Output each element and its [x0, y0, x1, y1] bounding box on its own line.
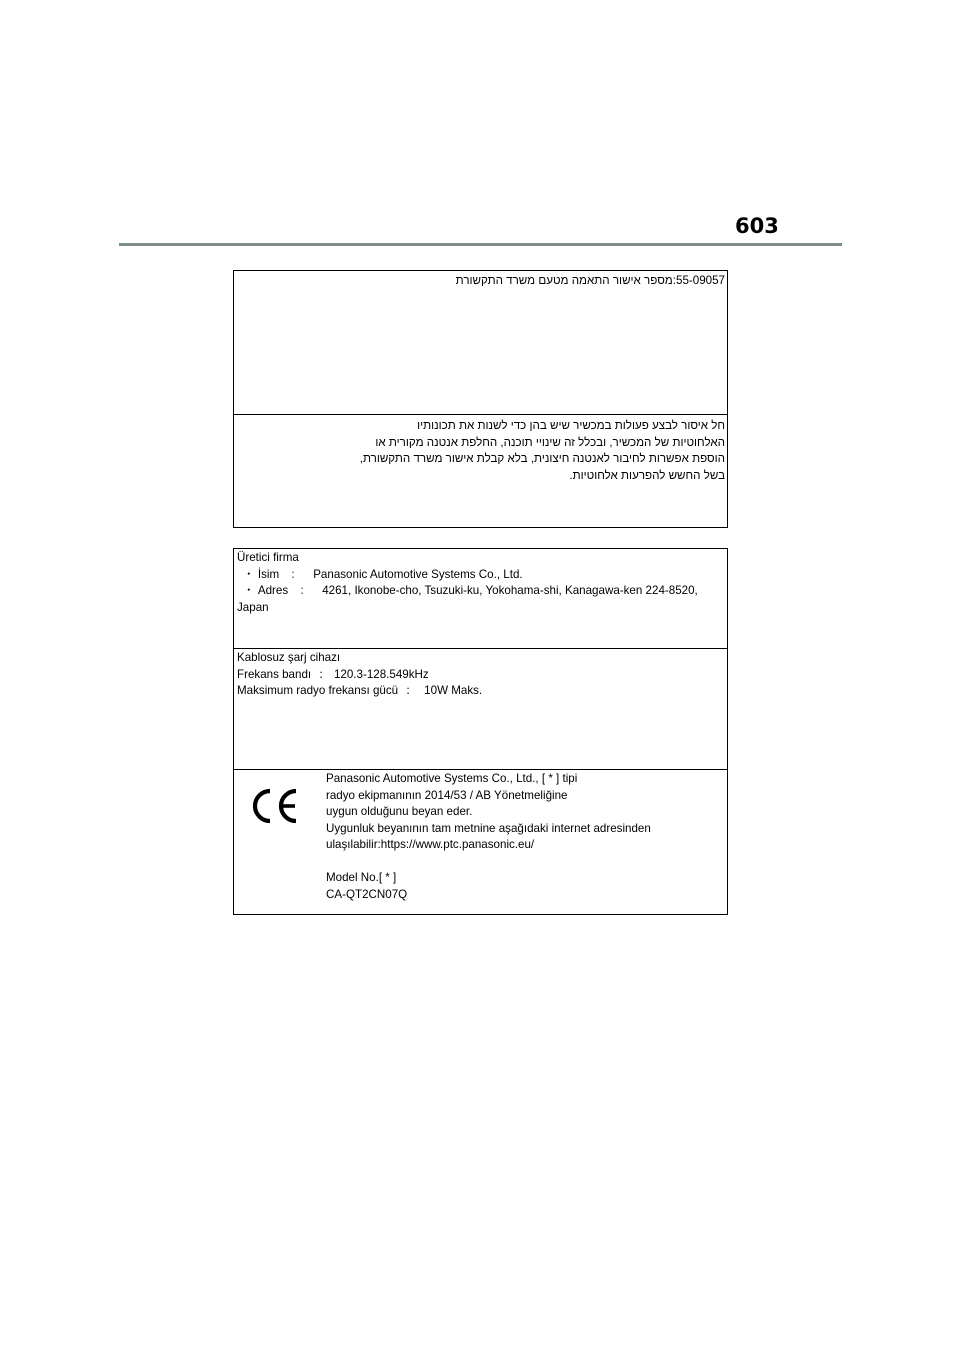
declaration-line: uygun olduğunu beyan eder.: [326, 805, 473, 818]
band-value: 120.3-128.549kHz: [333, 667, 429, 681]
model-value: CA-QT2CN07Q: [326, 887, 408, 901]
page-number: 603: [735, 214, 779, 238]
name-value: Panasonic Automotive Systems Co., Ltd.: [313, 567, 523, 581]
power-value: 10W Maks.: [424, 684, 483, 697]
power-separator: ：: [405, 684, 417, 697]
name-label: İsim: [257, 567, 280, 581]
manufacturer-name-row: [237, 567, 724, 584]
bullet-mark: ・: [243, 584, 255, 597]
name-separator: ：: [290, 567, 302, 581]
max-power-row: [237, 683, 724, 700]
power-label: Maksimum radyo frekansı gücü: [237, 684, 399, 697]
manufacturer-address-row: [237, 583, 724, 600]
declaration-cell: [234, 769, 727, 914]
declaration-line: ulaşılabilir:https://www.ptc.panasonic.eu/: [326, 838, 535, 851]
band-label: Frekans bandı: [237, 667, 312, 681]
approval-text: 55-09057:מספר אישור התאמה מטעם משרד התקשורת: [455, 274, 725, 287]
address-continuation: Japan: [237, 600, 269, 614]
ce-mark-icon: [246, 786, 302, 826]
frequency-band-row: [237, 667, 724, 684]
manufacturer-heading: Üretici firma: [237, 551, 299, 564]
band-separator: ：: [318, 667, 330, 681]
turkish-compliance-box: [233, 548, 728, 915]
declaration-line: Uygunluk beyanının tam metnine aşağıdaki internet adresinden: [326, 821, 651, 835]
warning-line: חל איסור לבצע פעולות במכשיר שיש בהן כדי לשנות את תכונותיו: [417, 419, 725, 432]
declaration-text: [326, 771, 723, 903]
charger-title: Kablosuz şarj cihazı: [237, 651, 341, 664]
model-label: Model No.[ * ]: [326, 871, 397, 884]
warning-line: האלחוטיות של המכשיר, ובכלל זה שינויי תוכנה, החלפת אנטנה מקורית או: [375, 435, 725, 449]
hebrew-compliance-box: [233, 270, 728, 528]
bullet-mark: ・: [243, 567, 255, 581]
declaration-line: radyo ekipmanının 2014/53 / AB Yönetmeliğine: [326, 788, 568, 802]
address-value: 4261, Ikonobe-cho, Tsuzuki-ku, Yokohama-shi, Kanagawa-ken 224-8520,: [322, 584, 698, 597]
warning-line: בשל החשש להפרעות אלחוטיות.: [569, 468, 725, 482]
approval-cell: [234, 271, 727, 414]
declaration-line: Panasonic Automotive Systems Co., Ltd., [ * ] tipi: [326, 772, 578, 785]
warning-line: הוספת אפשרות לחיבור לאנטנה חיצונית, בלא קבלת אישור משרד התקשורת,: [359, 452, 725, 465]
spacer: [326, 854, 723, 871]
warning-cell: [234, 414, 727, 527]
address-separator: ：: [299, 584, 311, 597]
charger-cell: [234, 648, 727, 769]
address-label: Adres: [257, 584, 289, 597]
manufacturer-cell: [234, 549, 727, 648]
header-rule: [119, 243, 842, 246]
